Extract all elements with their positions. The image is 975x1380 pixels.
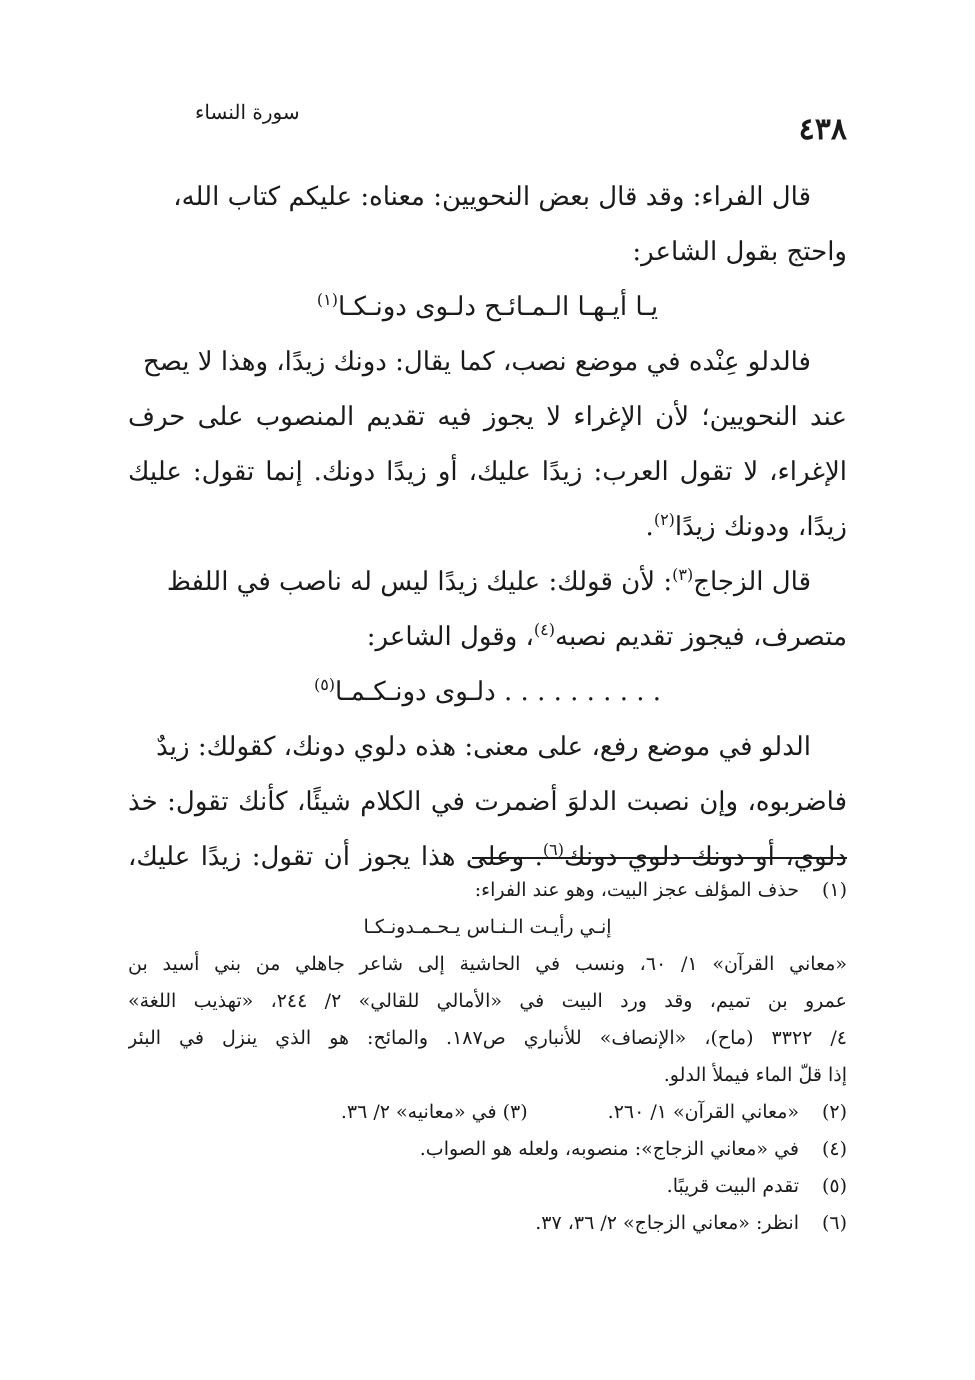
footnote-ref: (٢) xyxy=(653,510,675,529)
footnote-text: في «معانيه» ٢/ ٣٦. xyxy=(340,1101,497,1123)
footnote-text: في «معاني الزجاج»: منصوبه، ولعله هو الصواب. xyxy=(419,1138,799,1160)
text-span: . xyxy=(645,512,654,542)
footnote-continuation xyxy=(128,1057,847,1094)
footnote-item xyxy=(128,1131,847,1168)
text-span: . وعلى هذا يجوز أن تقول: زيدًا عليك، xyxy=(128,842,543,872)
verse-line xyxy=(128,665,847,720)
footnote-continuation xyxy=(128,946,847,983)
footnote-ref: (٣) xyxy=(672,565,694,584)
footnote-number: (٢) xyxy=(821,1101,847,1123)
footnote-ref: (١) xyxy=(316,290,338,309)
text-span: قال الفراء: وقد قال بعض النحويين: معناه: عليكم كتاب الله، xyxy=(173,182,811,212)
footnote-number: (٣) xyxy=(502,1101,528,1123)
page-number: ٤٣٨ xyxy=(798,112,847,147)
text-line xyxy=(128,610,847,665)
footnotes xyxy=(128,872,847,1242)
running-header-title: سورة النساء xyxy=(195,100,300,124)
footnote-text: «معاني القرآن» ١/ ٢٦٠. xyxy=(607,1101,799,1123)
text-span: فاضربوه، وإن نصبت الدلوَ أضمرت في الكلام شيئًا، كأنك تقول: خذ xyxy=(128,787,847,817)
text-span: فالدلو عِنْده في موضع نصب، كما يقال: دونك زيدًا، وهذا لا يصح xyxy=(142,347,811,377)
text-line xyxy=(128,720,847,775)
text-line xyxy=(128,555,847,610)
footnote-text: إذا قلّ الماء فيملأ الدلو. xyxy=(663,1064,847,1086)
main-text xyxy=(128,170,847,885)
footnote-number: (٥) xyxy=(821,1175,847,1197)
footnote-item xyxy=(128,1205,847,1242)
footnote-number: (١) xyxy=(821,879,847,901)
footnote-item xyxy=(128,872,847,909)
footnote-item xyxy=(128,1168,847,1205)
text-span: متصرف، فيجوز تقديم نصبه xyxy=(555,622,847,652)
text-span: : لأن قولك: عليك زيدًا ليس له ناصب في اللفظ xyxy=(166,567,673,597)
text-span: واحتج بقول الشاعر: xyxy=(632,237,847,267)
text-line xyxy=(128,225,847,280)
footnote-text: انظر: «معاني الزجاج» ٢/ ٣٦، ٣٧. xyxy=(535,1212,799,1234)
footnote-ref: (٥) xyxy=(313,675,336,694)
text-span: عند النحويين؛ لأن الإغراء لا يجوز فيه تقديم المنصوب على حرف xyxy=(128,402,847,432)
footnote-number: (٤) xyxy=(821,1138,847,1160)
footnote-number: (٦) xyxy=(821,1212,847,1234)
text-span: دلوي، أو دونك دلوي دونك xyxy=(564,842,847,872)
footnote-ref: (٦) xyxy=(542,840,564,859)
footnote-text: حذف المؤلف عجز البيت، وهو عند الفراء: xyxy=(474,879,799,901)
text-span: الدلو في موضع رفع، على معنى: هذه دلوي دونك، كقولك: زيدٌ xyxy=(156,732,811,762)
text-line xyxy=(128,775,847,830)
verse-text: . . . . . . . . . . دلـوى دونـكـمـا xyxy=(335,677,662,707)
footnote-separator xyxy=(472,857,847,859)
footnote-verse-text: إنـي رأيـت الـنـاس يـحـمـدونـكـا xyxy=(363,916,612,938)
verse-text: يـا أيـهـا الـمـائـح دلـوى دونـكـا xyxy=(337,292,659,322)
text-span: ، وقول الشاعر: xyxy=(366,622,534,652)
text-line xyxy=(128,445,847,500)
text-line xyxy=(128,500,847,555)
text-line xyxy=(128,335,847,390)
footnote-continuation xyxy=(128,983,847,1020)
text-span: قال الزجاج xyxy=(693,567,811,597)
footnote-verse xyxy=(128,909,847,946)
footnote-text: ٤/ ٣٣٢٢ (ماح)، «الإنصاف» للأنباري ص١٨٧. والمائح: هو الذي ينزل في البئر xyxy=(128,1027,847,1049)
text-line xyxy=(128,170,847,225)
verse-line xyxy=(128,280,847,335)
footnote-ref: (٤) xyxy=(533,620,555,639)
footnote-continuation xyxy=(128,1020,847,1057)
text-span: زيدًا، ودونك زيدًا xyxy=(674,512,847,542)
footnote-text: تقدم البيت قريبًا. xyxy=(666,1175,799,1197)
footnote-text: عمرو بن تميم، وقد ورد البيت في «الأمالي للقالي» ٢/ ٢٤٤، «تهذيب اللغة» xyxy=(128,990,847,1012)
text-span: الإغراء، لا تقول العرب: زيدًا عليك، أو زيدًا دونك. إنما تقول: عليك xyxy=(128,457,847,487)
footnote-text: «معاني القرآن» ١/ ٦٠، ونسب في الحاشية إلى شاعر جاهلي من بني أسيد بن xyxy=(128,953,847,975)
footnote-item xyxy=(128,1094,847,1131)
text-line xyxy=(128,390,847,445)
